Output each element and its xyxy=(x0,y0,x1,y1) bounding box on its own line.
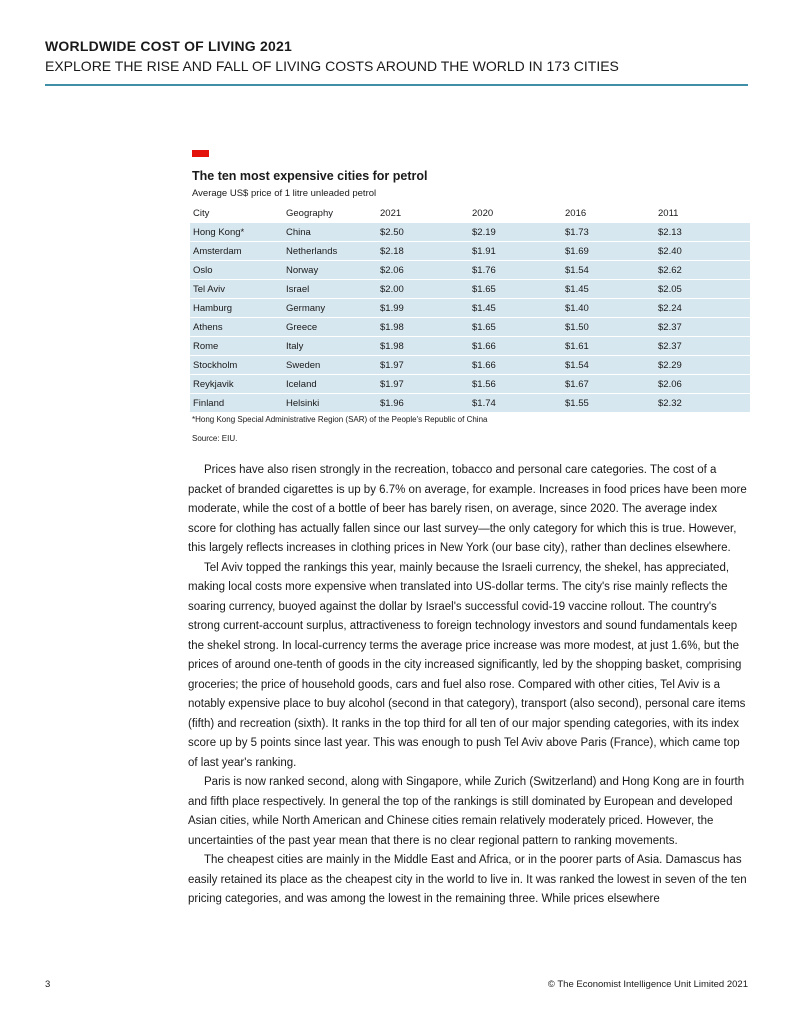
table-cell: $1.54 xyxy=(565,360,589,371)
table-subtitle: Average US$ price of 1 litre unleaded petrol xyxy=(192,188,377,199)
table-cell: $2.18 xyxy=(380,246,404,257)
table-cell: Sweden xyxy=(286,360,321,371)
table-cell: $1.96 xyxy=(380,398,404,409)
table-cell: Greece xyxy=(286,322,318,333)
table-cell: Hamburg xyxy=(193,303,233,314)
table-cell: $1.73 xyxy=(565,227,589,238)
table-cell: $1.69 xyxy=(565,246,589,257)
table-row xyxy=(190,394,750,413)
table-cell: Tel Aviv xyxy=(193,284,226,295)
table-cell: $2.29 xyxy=(658,360,682,371)
paragraph: Tel Aviv topped the rankings this year, mainly because the Israeli currency, the shekel, has appreciated, making local costs more expensive when translated into US-dollar terms. The city's rise mainly reflects the soaring currency, buoyed against the dollar by Israel's successful covid-19 vaccine rollout. The country's strong current-account surplus, attractiveness to foreign technology investors and sound fundamentals keep the shekel strong. In local-currency terms the average price increase was more modest, at just 1.6%, but the prices of around one-tenth of goods in the city increased significantly, led by the shopping basket, comprising groceries; the price of household goods, cars and fuel also rose. Compared with other cities, Tel Aviv is a notably expensive place to buy alcohol (second in that category), transport (also second), personal care items (fifth) and recreation (sixth). It ranks in the top third for all ten of our major spending categories, with its index score up by 5 points since last year. This was enough to push Tel Aviv above Paris (France), which came top of last year's ranking. xyxy=(188,561,746,769)
table-cell: $2.50 xyxy=(380,227,404,238)
table-cell: Rome xyxy=(193,341,219,352)
table-cell: $2.62 xyxy=(658,265,682,276)
table-cell: $2.19 xyxy=(472,227,496,238)
table-cell: $2.13 xyxy=(658,227,682,238)
column-header: 2020 xyxy=(472,208,494,219)
table-cell: $2.06 xyxy=(658,379,682,390)
table-row xyxy=(190,223,750,242)
table-cell: $1.56 xyxy=(472,379,496,390)
table-cell: $1.76 xyxy=(472,265,496,276)
paragraph: Paris is now ranked second, along with Singapore, while Zurich (Switzerland) and Hong Kong are in fourth and fifth place respectively. In general the top of the rankings is still dominated by European and developed Asian cities, while North American and Chinese cities remain relatively moderately priced. However, the uncertainties of the past year mean that there is no clear regional pattern to ranking movements. xyxy=(188,776,745,847)
copyright-notice: © The Economist Intelligence Unit Limited 2021 xyxy=(547,979,748,990)
table-row xyxy=(190,318,750,337)
table-cell: $1.98 xyxy=(380,341,404,352)
table-cell: $1.67 xyxy=(565,379,589,390)
table-cell: Italy xyxy=(286,341,304,352)
table-source: Source: EIU. xyxy=(192,434,238,443)
table-cell: $2.24 xyxy=(658,303,682,314)
table-cell: Germany xyxy=(286,303,326,314)
table-cell: Helsinki xyxy=(286,398,320,409)
table-cell: $2.32 xyxy=(658,398,682,409)
report-subtitle: EXPLORE THE RISE AND FALL OF LIVING COSTS AROUND THE WORLD IN 173 CITIES xyxy=(45,58,619,74)
table-cell: Amsterdam xyxy=(193,246,242,257)
table-cell: $1.50 xyxy=(565,322,589,333)
table-cell: $2.05 xyxy=(658,284,682,295)
column-header: 2021 xyxy=(380,208,402,219)
table-cell: $1.91 xyxy=(472,246,496,257)
table-cell: $1.45 xyxy=(565,284,589,295)
table-cell: Israel xyxy=(286,284,310,295)
table-row xyxy=(190,356,750,375)
table-cell: $1.45 xyxy=(472,303,496,314)
table-cell: $1.98 xyxy=(380,322,404,333)
table-cell: $2.37 xyxy=(658,322,682,333)
report-title: WORLDWIDE COST OF LIVING 2021 xyxy=(45,38,292,54)
table-title: The ten most expensive cities for petrol xyxy=(192,169,428,183)
table-cell: Oslo xyxy=(193,265,213,276)
table-cell: Athens xyxy=(193,322,223,333)
table-cell: Stockholm xyxy=(193,360,238,371)
column-header: City xyxy=(193,208,210,219)
table-cell: Netherlands xyxy=(286,246,338,257)
report-header xyxy=(45,37,748,76)
petrol-price-table xyxy=(190,204,750,413)
table-cell: $1.66 xyxy=(472,341,496,352)
table-cell: $1.99 xyxy=(380,303,404,314)
page-number: 3 xyxy=(45,979,51,990)
table-cell: $1.74 xyxy=(472,398,496,409)
paragraph: Prices have also risen strongly in the recreation, tobacco and personal care categories. The cost of a packet of branded cigarettes is up by 6.7% on average, for example. Increases in food prices have been more moderate, while the cost of a bottle of beer has barely risen, on average, since 2020. The average index score for clothing has actually fallen since our last survey—the only category for which this is true. However, this largely reflects increases in clothing prices in New York (our base city), rather than declines elsewhere. xyxy=(188,464,747,554)
table-row xyxy=(190,242,750,261)
table-cell: $1.54 xyxy=(565,265,589,276)
table-row xyxy=(190,299,750,318)
table-cell: $1.55 xyxy=(565,398,589,409)
table-cell: Hong Kong* xyxy=(193,227,245,238)
table-cell: $1.66 xyxy=(472,360,496,371)
table-cell: $1.40 xyxy=(565,303,589,314)
table-cell: $2.00 xyxy=(380,284,404,295)
table-cell: Iceland xyxy=(286,379,317,390)
table-cell: $1.97 xyxy=(380,360,404,371)
body-text xyxy=(188,461,748,910)
table-footnote: *Hong Kong Special Administrative Region (SAR) of the People's Republic of China xyxy=(192,415,488,424)
table-cell: Finland xyxy=(193,398,225,409)
table-row xyxy=(190,261,750,280)
table-row xyxy=(190,337,750,356)
table-cell: $1.97 xyxy=(380,379,404,390)
table-cell: $2.06 xyxy=(380,265,404,276)
table-row xyxy=(190,375,750,394)
header-divider xyxy=(45,84,748,86)
table-cell: Reykjavik xyxy=(193,379,234,390)
table-cell: $1.65 xyxy=(472,284,496,295)
table-cell: Norway xyxy=(286,265,319,276)
table-cell: $2.37 xyxy=(658,341,682,352)
column-header: 2011 xyxy=(658,208,679,219)
table-row xyxy=(190,280,750,299)
table-cell: China xyxy=(286,227,311,238)
column-header: 2016 xyxy=(565,208,587,219)
column-header: Geography xyxy=(286,208,334,219)
table-cell: $1.61 xyxy=(565,341,589,352)
table-header-row xyxy=(190,204,750,223)
table-cell: $1.65 xyxy=(472,322,496,333)
table-accent-mark xyxy=(192,150,209,157)
paragraph: The cheapest cities are mainly in the Middle East and Africa, or in the poorer parts of Asia. Damascus has easily retained its place as the cheapest city in the world to live in. It was ranked the lowest in seven of the ten pricing categories, and was among the lowest in the remaining three. While prices elsewhere xyxy=(188,854,747,905)
table-cell: $2.40 xyxy=(658,246,682,257)
